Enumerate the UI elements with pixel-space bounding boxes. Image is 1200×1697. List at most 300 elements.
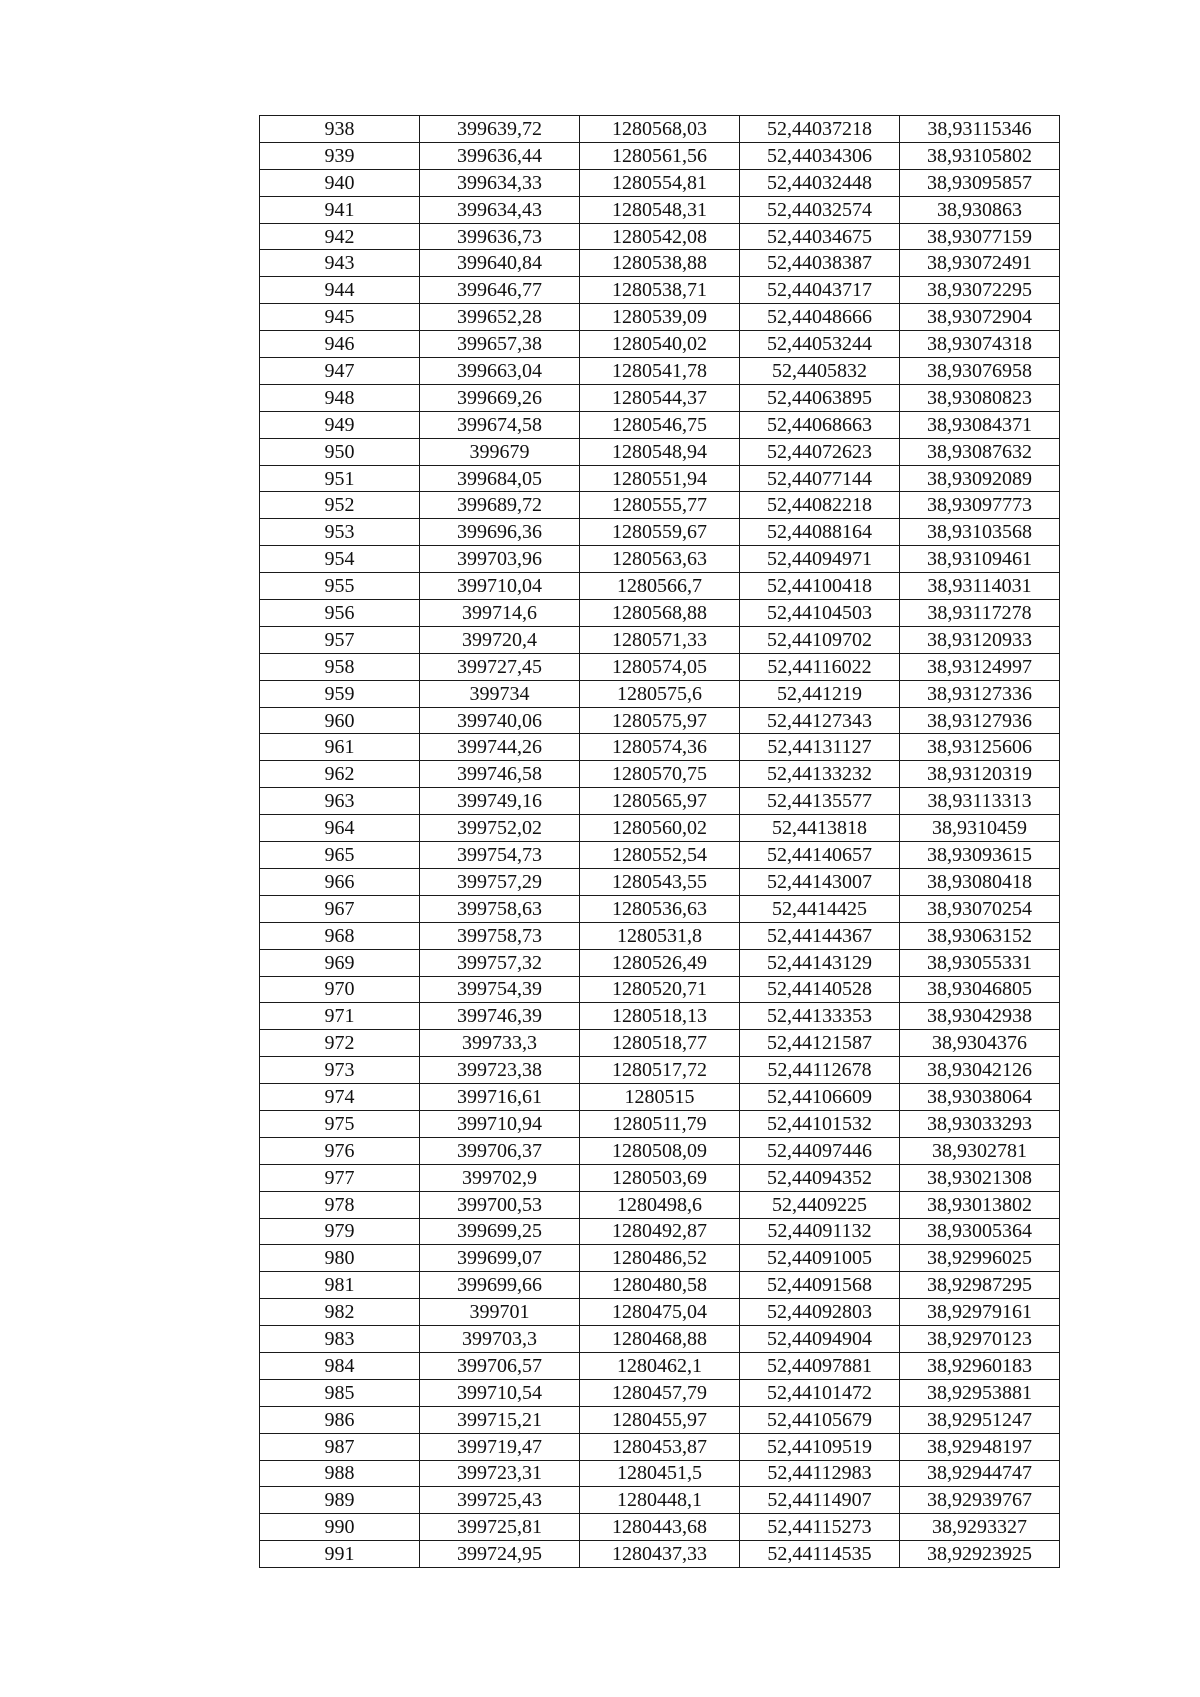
x-coordinate-cell: 399657,38 [420,331,580,358]
point-number-cell: 945 [260,304,420,331]
point-number-cell: 975 [260,1110,420,1137]
point-number-cell: 968 [260,922,420,949]
latitude-cell: 52,44109519 [740,1433,900,1460]
table-row [260,600,1060,627]
y-coordinate-cell: 1280570,75 [580,761,740,788]
latitude-cell: 52,44037218 [740,116,900,143]
longitude-cell: 38,93124997 [900,653,1060,680]
table-row [260,761,1060,788]
longitude-cell: 38,930863 [900,196,1060,223]
point-number-cell: 949 [260,411,420,438]
longitude-cell: 38,92951247 [900,1406,1060,1433]
table-row [260,142,1060,169]
table-row [260,546,1060,573]
latitude-cell: 52,44048666 [740,304,900,331]
point-number-cell: 942 [260,223,420,250]
longitude-cell: 38,93120319 [900,761,1060,788]
longitude-cell: 38,93080823 [900,384,1060,411]
coordinates-table [259,115,1060,1568]
latitude-cell: 52,44116022 [740,653,900,680]
latitude-cell: 52,44104503 [740,600,900,627]
point-number-cell: 950 [260,438,420,465]
point-number-cell: 947 [260,358,420,385]
x-coordinate-cell: 399754,39 [420,976,580,1003]
longitude-cell: 38,93055331 [900,949,1060,976]
latitude-cell: 52,44094352 [740,1164,900,1191]
table-row [260,1487,1060,1514]
table-row [260,1218,1060,1245]
y-coordinate-cell: 1280561,56 [580,142,740,169]
y-coordinate-cell: 1280492,87 [580,1218,740,1245]
x-coordinate-cell: 399749,16 [420,788,580,815]
table-row [260,1352,1060,1379]
longitude-cell: 38,93092089 [900,465,1060,492]
y-coordinate-cell: 1280548,94 [580,438,740,465]
y-coordinate-cell: 1280574,36 [580,734,740,761]
x-coordinate-cell: 399716,61 [420,1084,580,1111]
y-coordinate-cell: 1280538,71 [580,277,740,304]
table-row [260,788,1060,815]
latitude-cell: 52,44114907 [740,1487,900,1514]
point-number-cell: 972 [260,1030,420,1057]
longitude-cell: 38,93097773 [900,492,1060,519]
y-coordinate-cell: 1280546,75 [580,411,740,438]
table-row [260,653,1060,680]
y-coordinate-cell: 1280554,81 [580,169,740,196]
y-coordinate-cell: 1280526,49 [580,949,740,976]
latitude-cell: 52,4413818 [740,815,900,842]
table-row [260,868,1060,895]
point-number-cell: 966 [260,868,420,895]
latitude-cell: 52,44032448 [740,169,900,196]
x-coordinate-cell: 399725,81 [420,1514,580,1541]
y-coordinate-cell: 1280551,94 [580,465,740,492]
latitude-cell: 52,44135577 [740,788,900,815]
latitude-cell: 52,44082218 [740,492,900,519]
y-coordinate-cell: 1280511,79 [580,1110,740,1137]
latitude-cell: 52,44092803 [740,1299,900,1326]
point-number-cell: 941 [260,196,420,223]
table-row [260,1084,1060,1111]
table-row [260,1191,1060,1218]
table-row [260,922,1060,949]
table-row [260,223,1060,250]
y-coordinate-cell: 1280566,7 [580,573,740,600]
x-coordinate-cell: 399639,72 [420,116,580,143]
table-row [260,1245,1060,1272]
longitude-cell: 38,93072904 [900,304,1060,331]
point-number-cell: 962 [260,761,420,788]
point-number-cell: 953 [260,519,420,546]
x-coordinate-cell: 399699,25 [420,1218,580,1245]
longitude-cell: 38,93042126 [900,1057,1060,1084]
longitude-cell: 38,92953881 [900,1379,1060,1406]
x-coordinate-cell: 399710,04 [420,573,580,600]
point-number-cell: 982 [260,1299,420,1326]
table-row [260,1137,1060,1164]
latitude-cell: 52,44032574 [740,196,900,223]
point-number-cell: 979 [260,1218,420,1245]
table-row [260,815,1060,842]
x-coordinate-cell: 399689,72 [420,492,580,519]
y-coordinate-cell: 1280543,55 [580,868,740,895]
longitude-cell: 38,92944747 [900,1460,1060,1487]
latitude-cell: 52,44100418 [740,573,900,600]
latitude-cell: 52,44106609 [740,1084,900,1111]
table-row [260,304,1060,331]
y-coordinate-cell: 1280540,02 [580,331,740,358]
longitude-cell: 38,92948197 [900,1433,1060,1460]
latitude-cell: 52,44127343 [740,707,900,734]
point-number-cell: 939 [260,142,420,169]
y-coordinate-cell: 1280565,97 [580,788,740,815]
y-coordinate-cell: 1280455,97 [580,1406,740,1433]
x-coordinate-cell: 399758,63 [420,895,580,922]
table-row [260,573,1060,600]
y-coordinate-cell: 1280574,05 [580,653,740,680]
x-coordinate-cell: 399706,37 [420,1137,580,1164]
longitude-cell: 38,92979161 [900,1299,1060,1326]
latitude-cell: 52,44094904 [740,1326,900,1353]
longitude-cell: 38,93042938 [900,1003,1060,1030]
longitude-cell: 38,93013802 [900,1191,1060,1218]
longitude-cell: 38,9304376 [900,1030,1060,1057]
latitude-cell: 52,44091132 [740,1218,900,1245]
longitude-cell: 38,93046805 [900,976,1060,1003]
x-coordinate-cell: 399636,44 [420,142,580,169]
x-coordinate-cell: 399684,05 [420,465,580,492]
longitude-cell: 38,92970123 [900,1326,1060,1353]
y-coordinate-cell: 1280517,72 [580,1057,740,1084]
x-coordinate-cell: 399725,43 [420,1487,580,1514]
latitude-cell: 52,44097446 [740,1137,900,1164]
latitude-cell: 52,4405832 [740,358,900,385]
latitude-cell: 52,44091005 [740,1245,900,1272]
point-number-cell: 974 [260,1084,420,1111]
longitude-cell: 38,93127336 [900,680,1060,707]
table-row [260,1406,1060,1433]
longitude-cell: 38,93005364 [900,1218,1060,1245]
table-row [260,358,1060,385]
latitude-cell: 52,44053244 [740,331,900,358]
latitude-cell: 52,44063895 [740,384,900,411]
point-number-cell: 961 [260,734,420,761]
latitude-cell: 52,44140528 [740,976,900,1003]
x-coordinate-cell: 399752,02 [420,815,580,842]
y-coordinate-cell: 1280563,63 [580,546,740,573]
table-row [260,626,1060,653]
table-row [260,1541,1060,1568]
table-row [260,707,1060,734]
y-coordinate-cell: 1280560,02 [580,815,740,842]
point-number-cell: 988 [260,1460,420,1487]
y-coordinate-cell: 1280462,1 [580,1352,740,1379]
y-coordinate-cell: 1280559,67 [580,519,740,546]
table-row [260,250,1060,277]
longitude-cell: 38,93076958 [900,358,1060,385]
longitude-cell: 38,93021308 [900,1164,1060,1191]
latitude-cell: 52,44114535 [740,1541,900,1568]
table-row [260,196,1060,223]
table-row [260,976,1060,1003]
x-coordinate-cell: 399646,77 [420,277,580,304]
x-coordinate-cell: 399723,31 [420,1460,580,1487]
table-row [260,1379,1060,1406]
x-coordinate-cell: 399663,04 [420,358,580,385]
x-coordinate-cell: 399674,58 [420,411,580,438]
y-coordinate-cell: 1280555,77 [580,492,740,519]
longitude-cell: 38,93072491 [900,250,1060,277]
table-row [260,1030,1060,1057]
point-number-cell: 978 [260,1191,420,1218]
x-coordinate-cell: 399701 [420,1299,580,1326]
x-coordinate-cell: 399634,43 [420,196,580,223]
y-coordinate-cell: 1280503,69 [580,1164,740,1191]
table-row [260,1326,1060,1353]
longitude-cell: 38,93114031 [900,573,1060,600]
longitude-cell: 38,92923925 [900,1541,1060,1568]
x-coordinate-cell: 399744,26 [420,734,580,761]
table-row [260,949,1060,976]
point-number-cell: 990 [260,1514,420,1541]
y-coordinate-cell: 1280520,71 [580,976,740,1003]
longitude-cell: 38,92987295 [900,1272,1060,1299]
x-coordinate-cell: 399719,47 [420,1433,580,1460]
longitude-cell: 38,93084371 [900,411,1060,438]
longitude-cell: 38,9293327 [900,1514,1060,1541]
y-coordinate-cell: 1280542,08 [580,223,740,250]
latitude-cell: 52,44121587 [740,1030,900,1057]
latitude-cell: 52,4409225 [740,1191,900,1218]
longitude-cell: 38,93095857 [900,169,1060,196]
x-coordinate-cell: 399703,3 [420,1326,580,1353]
point-number-cell: 970 [260,976,420,1003]
table-row [260,116,1060,143]
table-row [260,1164,1060,1191]
table-row [260,492,1060,519]
table-row [260,1433,1060,1460]
y-coordinate-cell: 1280518,77 [580,1030,740,1057]
point-number-cell: 965 [260,842,420,869]
table-row [260,438,1060,465]
latitude-cell: 52,4414425 [740,895,900,922]
y-coordinate-cell: 1280536,63 [580,895,740,922]
latitude-cell: 52,44068663 [740,411,900,438]
point-number-cell: 952 [260,492,420,519]
longitude-cell: 38,93070254 [900,895,1060,922]
table-row [260,1514,1060,1541]
y-coordinate-cell: 1280457,79 [580,1379,740,1406]
point-number-cell: 958 [260,653,420,680]
latitude-cell: 52,44115273 [740,1514,900,1541]
x-coordinate-cell: 399652,28 [420,304,580,331]
x-coordinate-cell: 399714,6 [420,600,580,627]
x-coordinate-cell: 399740,06 [420,707,580,734]
table-row [260,331,1060,358]
point-number-cell: 973 [260,1057,420,1084]
x-coordinate-cell: 399634,33 [420,169,580,196]
x-coordinate-cell: 399715,21 [420,1406,580,1433]
x-coordinate-cell: 399724,95 [420,1541,580,1568]
y-coordinate-cell: 1280443,68 [580,1514,740,1541]
x-coordinate-cell: 399723,38 [420,1057,580,1084]
y-coordinate-cell: 1280541,78 [580,358,740,385]
y-coordinate-cell: 1280544,37 [580,384,740,411]
y-coordinate-cell: 1280508,09 [580,1137,740,1164]
longitude-cell: 38,93115346 [900,116,1060,143]
table-row [260,1057,1060,1084]
point-number-cell: 940 [260,169,420,196]
y-coordinate-cell: 1280531,8 [580,922,740,949]
x-coordinate-cell: 399696,36 [420,519,580,546]
point-number-cell: 960 [260,707,420,734]
latitude-cell: 52,44091568 [740,1272,900,1299]
longitude-cell: 38,93074318 [900,331,1060,358]
latitude-cell: 52,44101532 [740,1110,900,1137]
table-row [260,895,1060,922]
y-coordinate-cell: 1280568,03 [580,116,740,143]
y-coordinate-cell: 1280539,09 [580,304,740,331]
table-row [260,465,1060,492]
longitude-cell: 38,93093615 [900,842,1060,869]
x-coordinate-cell: 399757,32 [420,949,580,976]
latitude-cell: 52,44101472 [740,1379,900,1406]
x-coordinate-cell: 399699,66 [420,1272,580,1299]
longitude-cell: 38,93117278 [900,600,1060,627]
latitude-cell: 52,44112983 [740,1460,900,1487]
table-row [260,411,1060,438]
latitude-cell: 52,44043717 [740,277,900,304]
point-number-cell: 944 [260,277,420,304]
longitude-cell: 38,93109461 [900,546,1060,573]
table-row [260,680,1060,707]
longitude-cell: 38,93087632 [900,438,1060,465]
latitude-cell: 52,44072623 [740,438,900,465]
latitude-cell: 52,44143007 [740,868,900,895]
point-number-cell: 956 [260,600,420,627]
y-coordinate-cell: 1280437,33 [580,1541,740,1568]
latitude-cell: 52,44034675 [740,223,900,250]
x-coordinate-cell: 399720,4 [420,626,580,653]
coordinates-table-body [260,116,1060,1568]
latitude-cell: 52,44105679 [740,1406,900,1433]
x-coordinate-cell: 399734 [420,680,580,707]
x-coordinate-cell: 399746,39 [420,1003,580,1030]
point-number-cell: 983 [260,1326,420,1353]
x-coordinate-cell: 399699,07 [420,1245,580,1272]
point-number-cell: 964 [260,815,420,842]
point-number-cell: 957 [260,626,420,653]
latitude-cell: 52,44133353 [740,1003,900,1030]
table-row [260,1460,1060,1487]
x-coordinate-cell: 399727,45 [420,653,580,680]
point-number-cell: 969 [260,949,420,976]
x-coordinate-cell: 399636,73 [420,223,580,250]
longitude-cell: 38,92939767 [900,1487,1060,1514]
y-coordinate-cell: 1280451,5 [580,1460,740,1487]
point-number-cell: 943 [260,250,420,277]
latitude-cell: 52,44034306 [740,142,900,169]
longitude-cell: 38,93125606 [900,734,1060,761]
y-coordinate-cell: 1280575,97 [580,707,740,734]
x-coordinate-cell: 399640,84 [420,250,580,277]
table-row [260,1110,1060,1137]
y-coordinate-cell: 1280448,1 [580,1487,740,1514]
x-coordinate-cell: 399703,96 [420,546,580,573]
latitude-cell: 52,44094971 [740,546,900,573]
longitude-cell: 38,9302781 [900,1137,1060,1164]
x-coordinate-cell: 399679 [420,438,580,465]
y-coordinate-cell: 1280552,54 [580,842,740,869]
latitude-cell: 52,44112678 [740,1057,900,1084]
table-row [260,277,1060,304]
table-row [260,1272,1060,1299]
table-row [260,842,1060,869]
point-number-cell: 986 [260,1406,420,1433]
point-number-cell: 955 [260,573,420,600]
x-coordinate-cell: 399669,26 [420,384,580,411]
y-coordinate-cell: 1280518,13 [580,1003,740,1030]
point-number-cell: 959 [260,680,420,707]
x-coordinate-cell: 399710,94 [420,1110,580,1137]
y-coordinate-cell: 1280515 [580,1084,740,1111]
point-number-cell: 991 [260,1541,420,1568]
latitude-cell: 52,44144367 [740,922,900,949]
x-coordinate-cell: 399710,54 [420,1379,580,1406]
point-number-cell: 946 [260,331,420,358]
point-number-cell: 981 [260,1272,420,1299]
latitude-cell: 52,44140657 [740,842,900,869]
y-coordinate-cell: 1280575,6 [580,680,740,707]
table-row [260,519,1060,546]
y-coordinate-cell: 1280571,33 [580,626,740,653]
y-coordinate-cell: 1280480,58 [580,1272,740,1299]
point-number-cell: 951 [260,465,420,492]
longitude-cell: 38,92996025 [900,1245,1060,1272]
latitude-cell: 52,441219 [740,680,900,707]
latitude-cell: 52,44109702 [740,626,900,653]
longitude-cell: 38,93077159 [900,223,1060,250]
longitude-cell: 38,93103568 [900,519,1060,546]
x-coordinate-cell: 399700,53 [420,1191,580,1218]
table-row [260,734,1060,761]
longitude-cell: 38,93033293 [900,1110,1060,1137]
x-coordinate-cell: 399706,57 [420,1352,580,1379]
longitude-cell: 38,93038064 [900,1084,1060,1111]
point-number-cell: 977 [260,1164,420,1191]
longitude-cell: 38,93105802 [900,142,1060,169]
point-number-cell: 971 [260,1003,420,1030]
point-number-cell: 963 [260,788,420,815]
longitude-cell: 38,93120933 [900,626,1060,653]
table-row [260,1299,1060,1326]
latitude-cell: 52,44131127 [740,734,900,761]
latitude-cell: 52,44088164 [740,519,900,546]
x-coordinate-cell: 399746,58 [420,761,580,788]
x-coordinate-cell: 399757,29 [420,868,580,895]
y-coordinate-cell: 1280568,88 [580,600,740,627]
longitude-cell: 38,9310459 [900,815,1060,842]
y-coordinate-cell: 1280475,04 [580,1299,740,1326]
y-coordinate-cell: 1280486,52 [580,1245,740,1272]
x-coordinate-cell: 399702,9 [420,1164,580,1191]
point-number-cell: 985 [260,1379,420,1406]
point-number-cell: 980 [260,1245,420,1272]
table-row [260,384,1060,411]
longitude-cell: 38,93113313 [900,788,1060,815]
y-coordinate-cell: 1280538,88 [580,250,740,277]
point-number-cell: 967 [260,895,420,922]
